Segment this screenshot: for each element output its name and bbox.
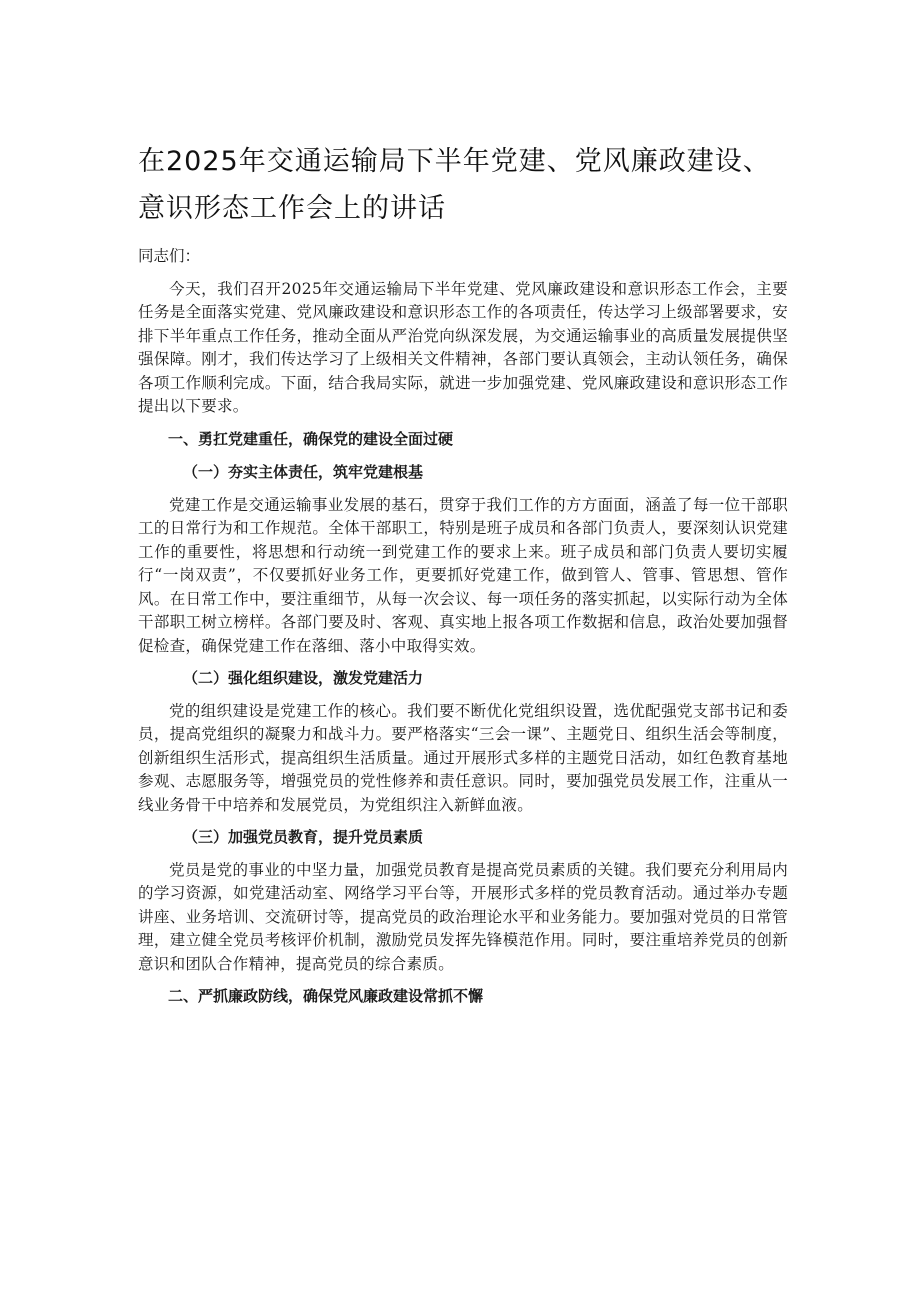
section-2-heading: 二、严抓廉政防线，确保党风廉政建设常抓不懈 (168, 987, 484, 1005)
section-1-2-paragraph: 党的组织建设是党建工作的核心。我们要不断优化党组织设置，选优配强党支部书记和委员，提高党组织的凝聚力和战斗力。要严格落实“三会一课”、主题党日、组织生活会等制度，创新组织生活形式，提高组织生活质量。通过开展形式多样的主题党日活动，如红色教育基地参观、志愿服务等，增强党员的党性修养和责任意识。同时，要加强党员发展工作，注重从一线业务骨干中培养和发展党员，为党组织注入新鲜血液。 (138, 701, 788, 814)
document-body (138, 245, 788, 1019)
title-line-2: 意识形态工作会上的讲话 (138, 193, 446, 224)
document-title (138, 138, 788, 232)
section-1-1-paragraph: 党建工作是交通运输事业发展的基石，贯穿于我们工作的方方面面，涵盖了每一位干部职工的日常行为和工作规范。全体干部职工，特别是班子成员和各部门负责人，要深刻认识党建工作的重要性，将思想和行动统一到党建工作的要求上来。班子成员和部门负责人要切实履行“一岗双责”，不仅要抓好业务工作，更要抓好党建工作，做到管人、管事、管思想、管作风。在日常工作中，要注重细节，从每一次会议、每一项任务的落实抓起，以实际行动为全体干部职工树立榜样。各部门要及时、客观、真实地上报各项工作数据和信息，政治处要加强督促检查，确保党建工作在落细、落小中取得实效。 (138, 495, 788, 655)
section-1-3-heading: （三）加强党员教育，提升党员素质 (183, 828, 424, 846)
title-line-1: 在2025年交通运输局下半年党建、党风廉政建设、 (138, 146, 771, 177)
salutation: 同志们： (138, 247, 201, 265)
section-1-1-heading: （一）夯实主体责任，筑牢党建根基 (183, 463, 424, 481)
intro-paragraph: 今天，我们召开2025年交通运输局下半年党建、党风廉政建设和意识形态工作会，主要任务是全面落实党建、党风廉政建设和意识形态工作的各项责任，传达学习上级部署要求，安排下半年重点工作任务，推动全面从严治党向纵深发展，为交通运输事业的高质量发展提供坚强保障。刚才，我们传达学习了上级相关文件精神，各部门要认真领会，主动认领任务，确保各项工作顺利完成。下面，结合我局实际，就进一步加强党建、党风廉政建设和意识形态工作提出以下要求。 (138, 279, 788, 415)
section-1-heading: 一、勇扛党建重任，确保党的建设全面过硬 (168, 429, 454, 448)
section-1-3-paragraph: 党员是党的事业的中坚力量，加强党员教育是提高党员素质的关键。我们要充分利用局内的学习资源，如党建活动室、网络学习平台等，开展形式多样的党员教育活动。通过举办专题讲座、业务培训、交流研讨等，提高党员的政治理论水平和业务能力。要加强对党员的日常管理，建立健全党员考核评价机制，激励党员发挥先锋模范作用。同时，要注重培养党员的创新意识和团队合作精神，提高党员的综合素质。 (138, 860, 788, 973)
section-1-2-heading: （二）强化组织建设，激发党建活力 (183, 669, 424, 687)
